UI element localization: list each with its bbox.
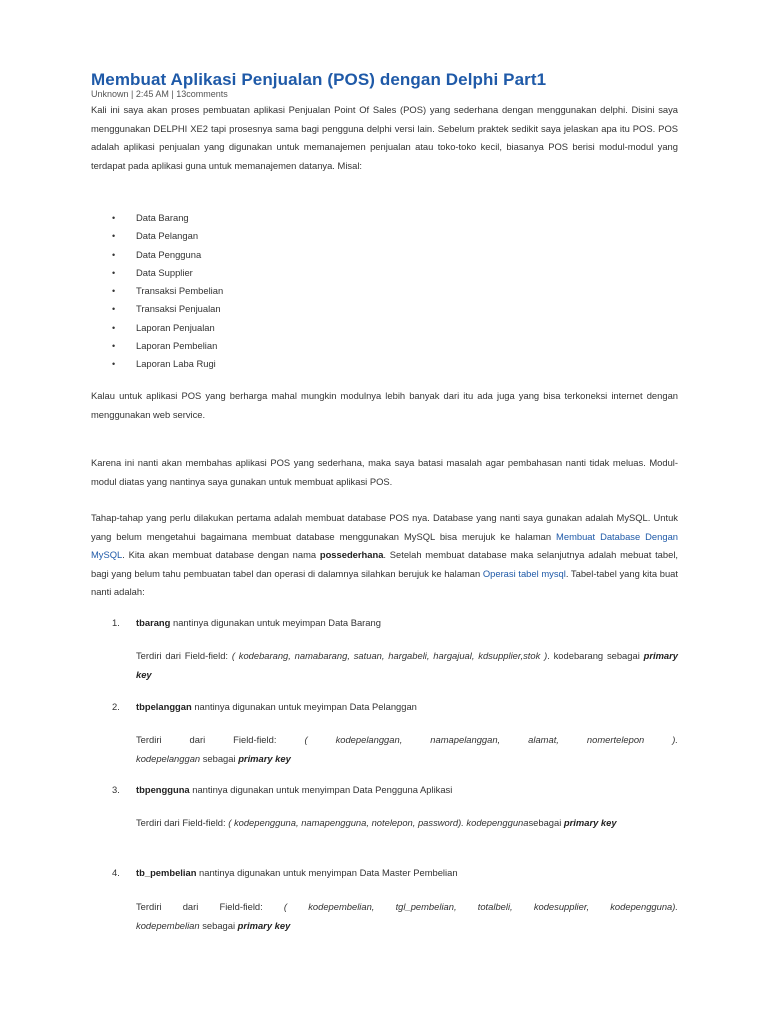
bullet-icon: • — [112, 249, 116, 260]
table-description: nantinya digunakan untuk meyimpan Data Barang — [170, 617, 381, 628]
list-item-label: Data Supplier — [136, 266, 193, 278]
table-description: nantinya digunakan untuk meyimpan Data Pelanggan — [191, 701, 417, 712]
table-item-heading — [136, 701, 417, 712]
paragraph-text: . Setelah membuat database maka selanjutnya adalah mebuat tabel, bagi yang belum tahu pembuatan tabel dan operasi di dalamnya silahkan berujuk ke halaman — [91, 549, 679, 579]
list-item-label: Laporan Penjualan — [136, 321, 215, 333]
fields-prefix: Terdiri dari Field-field: — [136, 817, 229, 828]
fields-suffix: sebagai — [603, 650, 644, 661]
table-fields — [136, 647, 678, 684]
table-name: tbpelanggan — [136, 701, 192, 712]
post-time: 2:45 AM — [135, 89, 169, 99]
primary-key-label: primary key — [237, 919, 291, 931]
fields-list: ( kodepembelian, tgl_pembelian, totalbeli, kodesupplier, kodepengguna). — [283, 901, 679, 912]
article-title: Membuat Aplikasi Penjualan (POS) dengan Delphi Part1 — [91, 70, 547, 89]
bullet-icon: • — [112, 267, 116, 278]
meta-separator: | — [128, 89, 136, 99]
author: Unknown — [91, 89, 129, 99]
table-item-number: 4. — [112, 867, 120, 878]
bullet-icon: • — [112, 341, 116, 352]
list-item-label: Transaksi Penjualan — [136, 303, 221, 315]
list-item — [112, 300, 223, 318]
key-field: . kodebarang — [547, 650, 604, 661]
paragraph-text: . Tabel-tabel yang kita buat nanti adalah: — [91, 567, 678, 597]
list-item-label: Data Pelangan — [136, 230, 199, 242]
fields-suffix: sebagai — [200, 752, 239, 764]
list-item — [112, 227, 223, 245]
list-item-label: Laporan Laba Rugi — [136, 358, 216, 370]
intro-paragraph: Kali ini saya akan proses pembuatan aplikasi Penjualan Point Of Sales (POS) yang sederhana dengan menggunakan delphi. Disini saya menggunakan DELPHI XE2 tapi prosesnya sama bagi pengguna delphi versi lain. Sebelum praktek sedikit saya jelaskan apa itu POS. POS adalah aplikasi penjualan yang digunakan untuk memanajemen penjualan atau toko-toko kecil, biasanya POS berisi modul-modul yang terdapat pada aplikasi guna untuk memanajemen datanya. Misal: — [91, 104, 678, 171]
table-item-number: 3. — [112, 784, 120, 795]
bullet-icon: • — [112, 359, 116, 370]
table-description: nantinya digunakan untuk menyimpan Data Master Pembelian — [196, 867, 458, 878]
paragraph-modules-note: Kalau untuk aplikasi POS yang berharga mahal mungkin modulnya lebih banyak dari itu ada juga yang bisa terkoneksi internet dengan menggunakan web service. — [91, 390, 678, 420]
table-fields — [136, 898, 678, 935]
fields-list: ( kodepengguna, namapengguna, notelepon, password). kodepengguna — [228, 817, 529, 828]
primary-key-label: primary key — [238, 752, 291, 764]
bullet-icon: • — [112, 231, 116, 242]
table-item-number: 2. — [112, 701, 120, 712]
comment-count[interactable]: 13comments — [176, 89, 228, 99]
meta-separator-2: | — [168, 89, 177, 99]
list-item-label: Transaksi Pembelian — [136, 285, 224, 297]
fields-prefix: Terdiri dari Field-field: — [136, 734, 305, 745]
list-item — [112, 337, 223, 355]
module-list — [112, 209, 223, 374]
table-item-heading — [136, 784, 452, 795]
primary-key-label: primary key — [136, 650, 678, 680]
list-item — [112, 246, 223, 264]
bullet-icon: • — [112, 304, 116, 315]
link-operasi-tabel[interactable]: Operasi tabel mysql — [482, 567, 566, 579]
paragraph-text: . Kita akan membuat database dengan nama — [122, 549, 320, 560]
database-name: possederhana — [319, 549, 384, 560]
table-name: tbpengguna — [136, 784, 190, 795]
list-item — [112, 264, 223, 282]
fields-prefix: Terdiri dari Field-field: — [136, 901, 284, 912]
bullet-icon: • — [112, 286, 116, 297]
key-field: kodepembelian — [136, 919, 200, 931]
list-item-label: Laporan Pembelian — [136, 340, 218, 352]
table-item-number: 1. — [112, 617, 120, 628]
table-description: nantinya digunakan untuk menyimpan Data Pengguna Aplikasi — [189, 784, 453, 795]
paragraph-scope: Karena ini nanti akan membahas aplikasi POS yang sederhana, maka saya batasi masalah agar pembahasan nanti tidak meluas. Modul-modul diatas yang nantinya saya gunakan untuk membuat aplikasi POS. — [91, 457, 678, 487]
bullet-icon: • — [112, 213, 116, 223]
fields-suffix: sebagai — [528, 817, 564, 828]
table-item-heading — [136, 867, 458, 878]
table-fields — [136, 814, 678, 833]
link-membuat-database[interactable]: Membuat Database Dengan MySQL — [91, 530, 678, 560]
list-item — [112, 355, 223, 373]
table-name: tbarang — [136, 617, 171, 628]
fields-prefix: Terdiri dari Field-field: — [136, 650, 232, 661]
fields-list: ( kodebarang, namabarang, satuan, hargabeli, hargajual, kdsupplier,stok ) — [231, 650, 548, 661]
paragraph-text: Tahap-tahap yang perlu dilakukan pertama adalah membuat database POS nya. Database yang nanti saya gunakan adalah MySQL. Untuk yang belum mengetahui bagaimana membuat database menggunakan MySQL bisa merujuk ke halaman — [91, 512, 678, 542]
list-item — [112, 282, 223, 300]
fields-suffix: sebagai — [199, 919, 238, 931]
paragraph-database-steps — [91, 509, 678, 602]
list-item — [112, 319, 223, 337]
article-meta — [91, 89, 228, 99]
table-fields — [136, 731, 678, 768]
table-item-heading — [136, 617, 381, 628]
table-name: tb_pembelian — [136, 867, 197, 878]
list-item-label: Data Barang — [136, 212, 189, 223]
list-item-label: Data Pengguna — [136, 248, 202, 260]
list-item — [112, 209, 223, 227]
primary-key-label: primary key — [563, 817, 617, 828]
key-field: kodepelanggan — [136, 752, 201, 764]
bullet-icon: • — [112, 322, 116, 333]
fields-list: ( kodepelanggan, namapelanggan, alamat, nomertelepon ). — [304, 734, 678, 745]
